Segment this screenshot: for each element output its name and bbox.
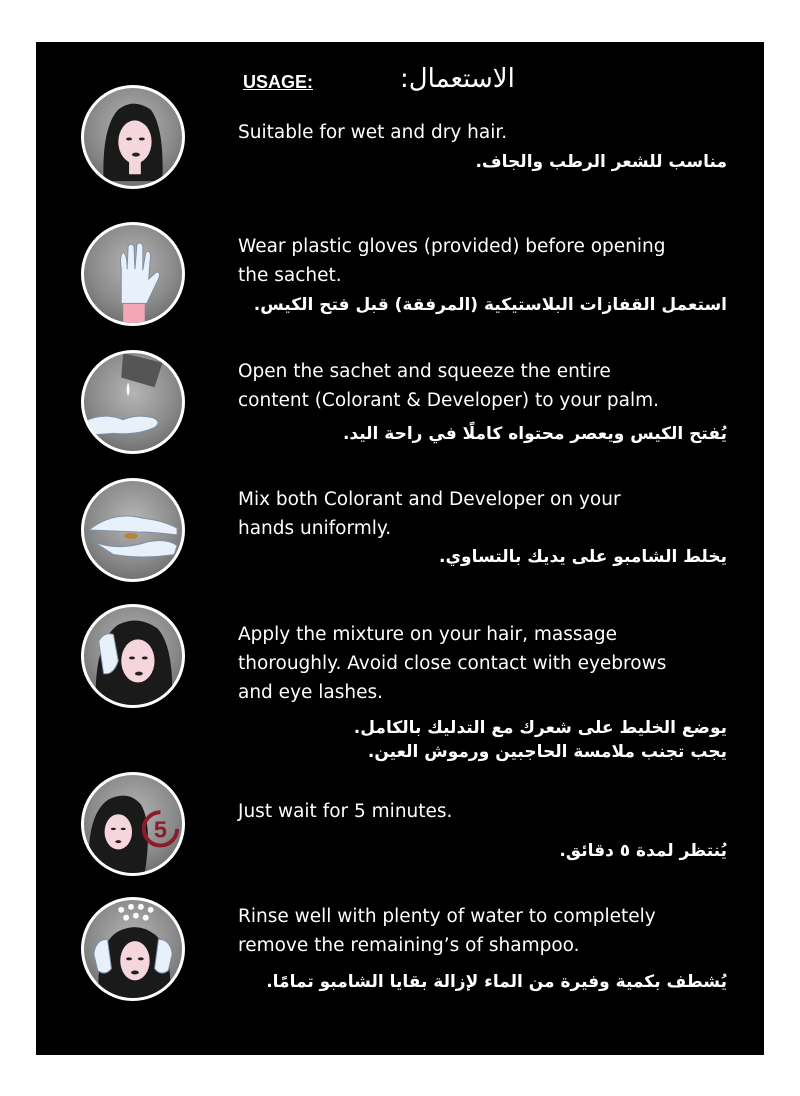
step-2-text-en: Wear plastic gloves (provided) before opening the sachet. bbox=[238, 236, 666, 286]
mixing-hands-icon bbox=[81, 478, 185, 582]
usage-heading-en: USAGE: bbox=[243, 72, 314, 92]
woman-face-icon bbox=[81, 85, 185, 189]
usage-heading-ar: الاستعمال: bbox=[400, 64, 515, 94]
step-2-text-ar: استعمل القفازات البلاستيكية (المرفقة) قبل فتح الكيس. bbox=[253, 295, 727, 315]
hair-massage-icon bbox=[81, 604, 185, 708]
step-5-text-en: Apply the mixture on your hair, massage thoroughly. Avoid close contact with eyebrows and eye lashes. bbox=[238, 624, 667, 703]
step-3-text-ar: يُفتح الكيس ويعصر محتواه كاملًا في راحة اليد. bbox=[342, 424, 727, 444]
step-3-text-en: Open the sachet and squeeze the entire content (Colorant & Developer) to your palm. bbox=[238, 361, 660, 411]
gloved-hand-icon bbox=[81, 222, 185, 326]
timer-label: 5 bbox=[153, 816, 167, 843]
step-7-text-ar: يُشطف بكمية وفيرة من الماء لإزالة بقايا الشامبو تمامًا. bbox=[266, 972, 727, 992]
step-5-text-ar: يوضع الخليط على شعرك مع التدليك بالكامل. يجب تجنب ملامسة الحاجبين ورموش العين. bbox=[353, 718, 727, 762]
step-1-text-ar: مناسب للشعر الرطب والجاف. bbox=[475, 152, 727, 172]
rinse-water-icon bbox=[81, 897, 185, 1001]
waiting-timer-icon bbox=[81, 772, 185, 876]
sachet-squeeze-icon bbox=[81, 350, 185, 454]
step-7-text-en: Rinse well with plenty of water to completely remove the remaining’s of shampoo. bbox=[238, 906, 656, 956]
step-6-text-ar: يُنتظر لمدة ٥ دقائق. bbox=[559, 841, 727, 861]
step-1-text-en: Suitable for wet and dry hair. bbox=[238, 122, 508, 143]
step-4-text-en: Mix both Colorant and Developer on your hands uniformly. bbox=[238, 489, 621, 539]
step-6-text-en: Just wait for 5 minutes. bbox=[238, 801, 453, 822]
step-4-text-ar: يخلط الشامبو على يديك بالتساوي. bbox=[438, 547, 727, 567]
